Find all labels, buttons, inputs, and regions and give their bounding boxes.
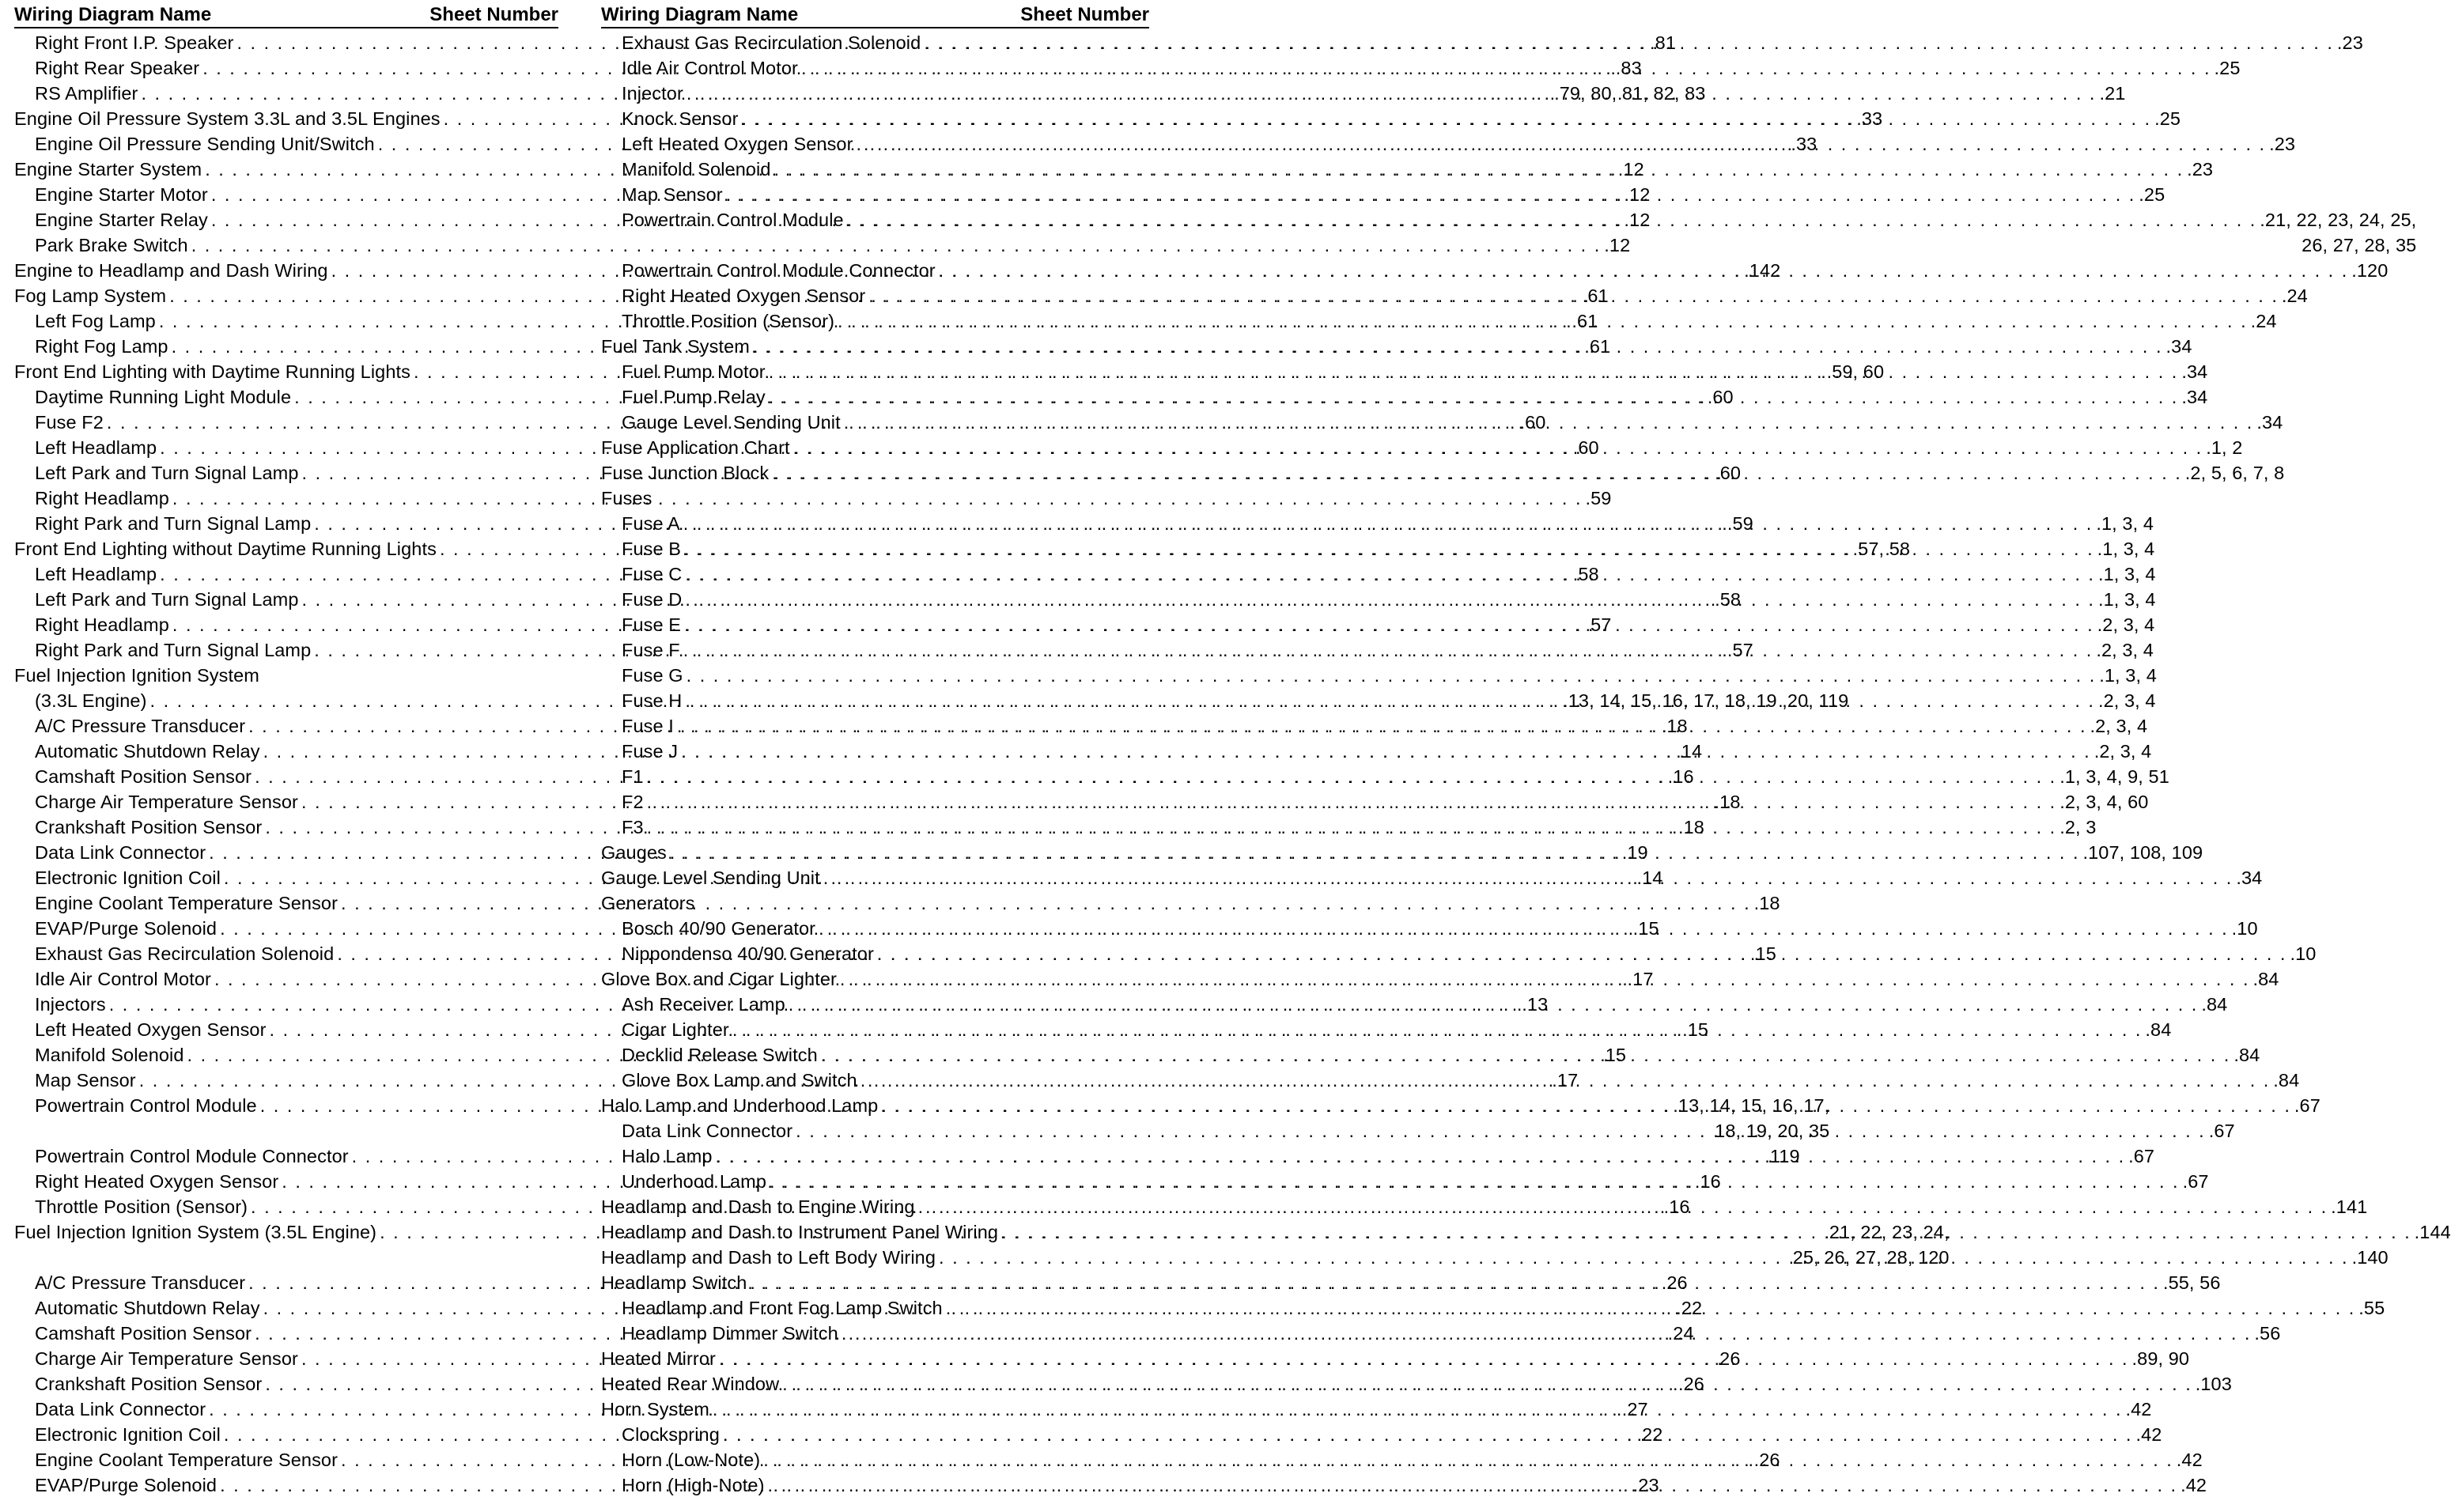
- entry-sheet-number: .60: [1715, 463, 1742, 483]
- entry-sheet-number: .61: [1582, 285, 1609, 306]
- entry-sheet-number: .18: [1714, 792, 1741, 812]
- entry-sheet-number: .57, 58: [1852, 539, 1911, 559]
- entry-sheet-number: .1, 3, 4: [2099, 665, 2157, 686]
- dot-leader: [946, 1295, 2356, 1321]
- entry-name: Horn System: [601, 1399, 709, 1419]
- entry-name: F3: [622, 817, 644, 837]
- entry-name: Charge Air Temperature Sensor: [35, 792, 298, 812]
- entry-sheet-number: .24: [1667, 1323, 1694, 1344]
- entry-name: Charge Air Temperature Sensor: [35, 1348, 298, 1369]
- entry-sheet-number: .120: [2351, 260, 2389, 281]
- entry-name: Gauge Level Sending Unit: [601, 868, 820, 888]
- entry-name: F2: [622, 792, 644, 812]
- index-entry: [601, 663, 2157, 688]
- index-entry: [601, 207, 2417, 258]
- entry-name: Powertrain Control Module Connector: [35, 1146, 349, 1166]
- dot-leader: [801, 55, 2211, 81]
- entry-name: Right Park and Turn Signal Lamp: [35, 513, 312, 534]
- entry-sheet-number: .10: [2290, 943, 2317, 964]
- entry-sheet-number: .23: [2336, 32, 2363, 53]
- entry-name: Exhaust Gas Recirculation Solenoid: [35, 943, 335, 964]
- entry-sheet-number: .42: [2135, 1424, 2162, 1445]
- entry-name: Headlamp and Dash to Engine Wiring: [601, 1196, 915, 1217]
- column-header: [14, 3, 558, 28]
- entry-name: Fuel Tank System: [601, 336, 750, 357]
- entry-name: Fuse F: [622, 640, 680, 660]
- entry-sheet-number: .42: [2181, 1475, 2207, 1495]
- entry-sheet-number: .67: [2294, 1095, 2321, 1116]
- entry-name: A/C Pressure Transducer: [35, 716, 246, 736]
- dot-leader: [939, 1245, 2349, 1270]
- entry-sheet-number: .55, 56: [2162, 1272, 2221, 1293]
- entry-sheet-number: .18: [1753, 893, 1780, 913]
- entry-name: Right Front I.P. Speaker: [35, 32, 234, 53]
- entry-sheet-number: .84: [2201, 994, 2228, 1015]
- entry-name: Fog Lamp System: [14, 285, 167, 306]
- dot-leader: [647, 815, 2057, 840]
- entry-name: Bosch 40/90 Generator: [622, 918, 816, 939]
- entry-name: Fuel Injection Ignition System (3.5L Engine): [14, 1222, 377, 1242]
- entry-sheet-number: .26: [1677, 1374, 1704, 1394]
- entry-name: Heated Rear Window: [601, 1374, 780, 1394]
- dot-leader: [918, 1194, 2328, 1219]
- entry-name: Glove Box Lamp and Switch: [622, 1070, 857, 1091]
- entry-name: Headlamp and Front Fog Lamp Switch: [622, 1298, 943, 1318]
- entry-sheet-number: .79, 80, 81, 82, 83: [1554, 83, 1706, 104]
- header-sheet-label: Sheet Number: [429, 4, 558, 25]
- dot-leader: [793, 435, 2203, 460]
- entry-name: Crankshaft Position Sensor: [35, 1374, 263, 1394]
- entry-sheet-number: .34: [2181, 361, 2208, 382]
- entry-sheet-number: .14: [1636, 868, 1663, 888]
- entry-name: Halo Lamp: [622, 1146, 713, 1166]
- entry-sheet-number: .25: [2214, 58, 2241, 78]
- dot-leader: [685, 587, 2095, 612]
- entry-sheet-number: .12: [1624, 184, 1651, 205]
- entry-name: Fuse Junction Block: [601, 463, 770, 483]
- entry-name: Camshaft Position Sensor: [35, 766, 252, 787]
- entry-name: Right Headlamp: [35, 488, 169, 508]
- dot-leader: [742, 106, 2152, 131]
- entry-name: Left Headlamp: [35, 564, 157, 584]
- dot-leader: [821, 1042, 2231, 1068]
- entry-name: Headlamp and Dash to Instrument Panel Wiring: [601, 1222, 999, 1242]
- entry-name: Headlamp Switch: [601, 1272, 747, 1293]
- entry-sheet-number: .23: [2269, 134, 2296, 154]
- dot-leader: [772, 460, 2182, 486]
- entry-sheet-number: .2, 3, 4, 60: [2060, 792, 2149, 812]
- entry-name: Engine Starter Motor: [35, 184, 208, 205]
- dot-leader: [723, 1422, 2133, 1447]
- entry-sheet-number: .13: [1522, 994, 1549, 1015]
- entry-name: Right Headlamp: [35, 614, 169, 635]
- dot-leader: [685, 561, 2095, 587]
- entry-name: Data Link Connector: [35, 842, 206, 863]
- entry-sheet-number: .15: [1632, 918, 1659, 939]
- entry-sheet-number: .119: [1764, 1146, 1800, 1166]
- entry-sheet-number: .2, 3, 4: [2097, 690, 2156, 711]
- entry-sheet-number: .2, 3: [2060, 817, 2097, 837]
- entry-sheet-number: .21, 22, 23, 24,: [1824, 1222, 1950, 1242]
- entry-sheet-number: .18: [1677, 817, 1704, 837]
- entry-sheet-number: .60: [1707, 387, 1734, 407]
- entry-name: Right Heated Oxygen Sensor: [622, 285, 866, 306]
- entry-sheet-number: .15: [1749, 943, 1776, 964]
- entry-name: Fuse C: [622, 564, 683, 584]
- entry-name: Glove Box and Cigar Lighter: [601, 969, 837, 989]
- entry-sheet-number: .1, 3, 4: [2096, 513, 2154, 534]
- entry-name: Generators: [601, 893, 695, 913]
- dot-leader: [924, 30, 2334, 55]
- dot-leader: [840, 966, 2250, 992]
- entry-name: RS Amplifier: [35, 83, 138, 104]
- entry-sheet-number: .1, 2: [2206, 437, 2243, 458]
- entry-sheet-number: .26: [1753, 1450, 1780, 1470]
- entry-name: Heated Mirror: [601, 1348, 716, 1369]
- entry-sheet-number: .15: [1682, 1019, 1709, 1040]
- dot-leader: [868, 283, 2279, 308]
- entry-name: Map Sensor: [622, 184, 723, 205]
- entry-sheet-number: .33: [1791, 134, 1817, 154]
- entry-sheet-number: .23: [2187, 159, 2214, 180]
- entry-name: Right Park and Turn Signal Lamp: [35, 640, 312, 660]
- entry-sheet-number: .2, 3, 4: [2097, 614, 2155, 635]
- header-name-label: Wiring Diagram Name: [601, 4, 799, 25]
- entry-name: Fuel Injection Ignition System: [14, 665, 259, 686]
- index-entry: [601, 486, 1149, 511]
- entry-sheet-number: .24: [2250, 311, 2277, 331]
- dot-leader: [838, 308, 2248, 334]
- entry-name: Horn (High-Note): [622, 1475, 765, 1495]
- entry-sheet-number-continued: 25, 26, 27, 28, 120: [1792, 1247, 1950, 1268]
- entry-sheet-number: .34: [2181, 387, 2208, 407]
- entry-sheet-number: .16: [1663, 1196, 1690, 1217]
- entry-sheet-number: .16: [1694, 1171, 1721, 1192]
- dot-leader: [684, 612, 2094, 637]
- entry-sheet-number: .21, 22, 23, 24, 25,: [2260, 210, 2417, 230]
- entry-name: Idle Air Control Motor: [622, 58, 798, 78]
- entry-sheet-number: .67: [2182, 1171, 2209, 1192]
- dot-leader: [1001, 1219, 2411, 1245]
- entry-name: Knock Sensor: [622, 108, 739, 129]
- entry-name: Front End Lighting with Daytime Running Lights: [14, 361, 410, 382]
- entry-sheet-number: .142: [1744, 260, 1781, 281]
- entry-name: Camshaft Position Sensor: [35, 1323, 252, 1344]
- dot-leader: [681, 739, 2091, 764]
- dot-leader: [687, 663, 2097, 688]
- dot-leader: [857, 131, 2267, 157]
- dot-leader: [842, 1321, 2252, 1346]
- dot-leader: [939, 258, 2349, 283]
- entry-sheet-number: .34: [2165, 336, 2192, 357]
- entry-sheet-number: .61: [1572, 311, 1598, 331]
- entry-sheet-number: .25: [2154, 108, 2181, 129]
- entry-name: Daytime Running Light Module: [35, 387, 292, 407]
- dot-leader: [687, 81, 2097, 106]
- index-entry: [14, 663, 558, 688]
- dot-leader: [677, 713, 2087, 739]
- entry-name: Idle Air Control Motor: [35, 969, 211, 989]
- dot-leader: [789, 992, 2199, 1017]
- entry-sheet-number: .1, 3, 4, 9, 51: [2060, 766, 2169, 787]
- dot-leader: [647, 764, 2057, 789]
- entry-sheet-number: .13, 14, 15, 16, 17, 18, 19 ,20, 119: [1563, 690, 1849, 711]
- entry-sheet-number: .22: [1636, 1424, 1663, 1445]
- entry-sheet-number: .19: [1621, 842, 1648, 863]
- entry-sheet-number: .67: [2208, 1121, 2235, 1141]
- entry-name: Fuse E: [622, 614, 682, 635]
- entry-name: Right Heated Oxygen Sensor: [35, 1171, 279, 1192]
- entry-sheet-number: .22: [1676, 1298, 1703, 1318]
- entry-sheet-number: .81: [1650, 32, 1677, 53]
- entry-sheet-number: .58: [1572, 564, 1599, 584]
- entry-sheet-number: .57: [1585, 614, 1612, 635]
- entry-name: Horn (Low-Note): [622, 1450, 761, 1470]
- dot-leader: [860, 1068, 2271, 1093]
- entry-sheet-number: .144: [2414, 1222, 2451, 1242]
- dot-leader: [769, 359, 2179, 384]
- dot-leader: [750, 1270, 2160, 1295]
- entry-name: Manifold Solenoid: [622, 159, 771, 180]
- entry-sheet-number: .33: [1856, 108, 1883, 129]
- entry-sheet-number: .57: [1727, 640, 1753, 660]
- entry-name: Data Link Connector: [622, 1121, 793, 1141]
- entry-sheet-number: .42: [2125, 1399, 2152, 1419]
- entry-name: Left Park and Turn Signal Lamp: [35, 463, 299, 483]
- entry-name: F1: [622, 766, 644, 787]
- entry-sheet-number: .1, 3, 4: [2097, 564, 2156, 584]
- entry-name: Left Heated Oxygen Sensor: [35, 1019, 267, 1040]
- entry-name: Powertrain Control Module: [622, 210, 844, 230]
- entry-name: Fuse J: [622, 741, 679, 762]
- entry-sheet-number: .55: [2358, 1298, 2385, 1318]
- entry-sheet-number: .23: [1632, 1475, 1659, 1495]
- header-name-label: Wiring Diagram Name: [14, 4, 212, 25]
- entry-sheet-number: .59: [1727, 513, 1753, 534]
- header-sheet-label: Sheet Number: [1020, 4, 1149, 25]
- entry-sheet-number: .107, 108, 109: [2082, 842, 2203, 863]
- entry-name: Right Rear Speaker: [35, 58, 200, 78]
- entry-name: Fuse H: [622, 690, 683, 711]
- entry-name: Headlamp Dimmer Switch: [622, 1323, 838, 1344]
- entry-name: Cigar Lighter: [622, 1019, 729, 1040]
- entry-name: Engine Starter Relay: [35, 210, 208, 230]
- entry-sheet-number: .60: [1519, 412, 1546, 433]
- entry-sheet-number: .2, 3, 4: [2096, 640, 2154, 660]
- entry-sheet-number: .84: [2145, 1019, 2172, 1040]
- dot-leader: [769, 384, 2179, 410]
- entry-name: (3.3L Engine): [35, 690, 147, 711]
- entry-name: Automatic Shutdown Relay: [35, 741, 260, 762]
- entry-sheet-number: .27: [1621, 1399, 1648, 1419]
- column-header: [601, 3, 1149, 28]
- entry-sheet-number: .17: [1627, 969, 1654, 989]
- entry-sheet-number: .103: [2195, 1374, 2232, 1394]
- entry-name: A/C Pressure Transducer: [35, 1272, 246, 1293]
- entry-sheet-number: .12: [1624, 210, 1651, 230]
- entry-name: Left Heated Oxygen Sensor: [622, 134, 853, 154]
- dot-leader: [685, 688, 2095, 713]
- entry-name: EVAP/Purge Solenoid: [35, 1475, 217, 1495]
- entry-name: Engine Oil Pressure System 3.3L and 3.5L Engines: [14, 108, 441, 129]
- dot-leader: [753, 334, 2163, 359]
- entry-name: Crankshaft Position Sensor: [35, 817, 263, 837]
- entry-name: Throttle Position (Sensor): [35, 1196, 248, 1217]
- entry-sheet-number: .26: [1661, 1272, 1688, 1293]
- entry-sheet-number-continued: 26, 27, 28, 35: [2302, 235, 2417, 255]
- entry-sheet-number: .15: [1600, 1045, 1627, 1065]
- entry-name: Data Link Connector: [35, 1399, 206, 1419]
- entry-sheet-number: .2, 5, 6, 7, 8: [2184, 463, 2285, 483]
- entry-name: Engine Coolant Temperature Sensor: [35, 1450, 339, 1470]
- dot-leader: [877, 941, 2287, 966]
- entry-name: Exhaust Gas Recirculation Solenoid: [622, 32, 921, 53]
- entry-name: Fuses: [601, 488, 652, 508]
- entry-name: Fuel Pump Relay: [622, 387, 766, 407]
- entry-name: Left Fog Lamp: [35, 311, 156, 331]
- dot-leader: [823, 865, 2234, 890]
- dot-leader: [770, 1169, 2180, 1194]
- entry-sheet-number: .1, 3, 4: [2097, 539, 2155, 559]
- entry-sheet-number: .89, 90: [2131, 1348, 2190, 1369]
- entry-name: Powertrain Control Module: [35, 1095, 257, 1116]
- entry-sheet-number: .83: [1615, 58, 1642, 78]
- entry-sheet-number: .84: [2252, 969, 2279, 989]
- entry-name: Throttle Position (Sensor): [622, 311, 835, 331]
- entry-sheet-number: .16: [1667, 766, 1694, 787]
- entry-sheet-number-continued: 18, 19, 20, 35: [1715, 1121, 1830, 1141]
- entry-name: Left Headlamp: [35, 437, 157, 458]
- entry-name: Electronic Ignition Coil: [35, 868, 221, 888]
- dot-leader: [647, 789, 2057, 815]
- dot-leader: [844, 410, 2254, 435]
- entry-name: Front End Lighting without Daytime Running Lights: [14, 539, 437, 559]
- entry-sheet-number: .25: [2139, 184, 2165, 205]
- dot-leader: [796, 1118, 2206, 1143]
- dot-leader: [881, 1093, 2291, 1118]
- entry-sheet-number: .1, 3, 4: [2097, 589, 2156, 610]
- dot-leader: [683, 511, 2094, 536]
- entry-sheet-number: .34: [2236, 868, 2263, 888]
- entry-name: Fuse F2: [35, 412, 104, 433]
- entry-sheet-number: .2, 3, 4: [2090, 716, 2148, 736]
- entry-sheet-number: .61: [1584, 336, 1611, 357]
- entry-name: Underhood Lamp: [622, 1171, 766, 1192]
- entry-name: Fuse D: [622, 589, 683, 610]
- index-entry: [14, 232, 1631, 258]
- entry-sheet-number: .14: [1676, 741, 1703, 762]
- entry-sheet-number: .67: [2128, 1146, 2155, 1166]
- entry-name: Engine Oil Pressure Sending Unit/Switch: [35, 134, 375, 154]
- entry-sheet-number: .2, 3, 4: [2094, 741, 2152, 762]
- dot-leader: [683, 637, 2094, 663]
- dot-leader: [819, 916, 2229, 941]
- dot-leader: [782, 1371, 2192, 1397]
- entry-sheet-number: .58: [1715, 589, 1742, 610]
- entry-sheet-number: .24: [2281, 285, 2308, 306]
- entry-name: Right Fog Lamp: [35, 336, 168, 357]
- entry-sheet-number: .26: [1714, 1348, 1741, 1369]
- entry-name: Left Park and Turn Signal Lamp: [35, 589, 299, 610]
- entry-name: Clockspring: [622, 1424, 720, 1445]
- dot-leader: [774, 157, 2184, 182]
- entry-name: Fuse G: [622, 665, 683, 686]
- entry-sheet-number: .18: [1661, 716, 1688, 736]
- entry-name: EVAP/Purge Solenoid: [35, 918, 217, 939]
- entry-name: Halo Lamp and Underhood Lamp: [601, 1095, 879, 1116]
- entry-sheet-number: .12: [1604, 235, 1631, 255]
- entry-name: Engine Starter System: [14, 159, 202, 180]
- entry-name: Injector: [622, 83, 683, 104]
- dot-leader: [768, 1472, 2178, 1498]
- entry-name: Nippondenso 40/90 Generator: [622, 943, 874, 964]
- entry-sheet-number: .84: [2234, 1045, 2260, 1065]
- entry-sheet-number: .21: [2099, 83, 2126, 104]
- dot-leader: [670, 840, 2080, 865]
- dot-leader: [726, 182, 2136, 207]
- entry-name: Gauges: [601, 842, 667, 863]
- entry-name: Engine Coolant Temperature Sensor: [35, 893, 339, 913]
- dot-leader: [716, 1143, 2126, 1169]
- entry-name: Park Brake Switch: [35, 235, 188, 255]
- dot-leader: [847, 207, 2257, 232]
- entry-sheet-number: .60: [1572, 437, 1599, 458]
- entry-name: Fuse Application Chart: [601, 437, 790, 458]
- entry-name: Fuse A: [622, 513, 680, 534]
- entry-sheet-number: .34: [2256, 412, 2283, 433]
- dot-leader: [732, 1017, 2143, 1042]
- entry-sheet-number: .56: [2254, 1323, 2281, 1344]
- index-entry: [601, 890, 1149, 916]
- entry-name: Map Sensor: [35, 1070, 136, 1091]
- entry-name: Automatic Shutdown Relay: [35, 1298, 260, 1318]
- entry-name: Injectors: [35, 994, 106, 1015]
- entry-sheet-number: .17: [1552, 1070, 1579, 1091]
- entry-name: Gauge Level Sending Unit: [622, 412, 841, 433]
- entry-name: Manifold Solenoid: [35, 1045, 184, 1065]
- entry-name: Decklid Release Switch: [622, 1045, 818, 1065]
- dot-leader: [684, 536, 2094, 561]
- entry-sheet-number: .10: [2231, 918, 2258, 939]
- entry-sheet-number: .141: [2331, 1196, 2368, 1217]
- entry-name: Ash Receiver Lamp: [622, 994, 785, 1015]
- entry-sheet-number: .12: [1617, 159, 1644, 180]
- entry-sheet-number: .140: [2351, 1247, 2389, 1268]
- dot-leader: [713, 1397, 2123, 1422]
- entry-sheet-number: .59: [1585, 488, 1612, 508]
- entry-name: Fuse I: [622, 716, 674, 736]
- dot-leader: [719, 1346, 2129, 1371]
- entry-name: Fuel Pump Motor: [622, 361, 766, 382]
- dot-leader: [763, 1447, 2173, 1472]
- entry-name: Fuse B: [622, 539, 682, 559]
- entry-name: Headlamp and Dash to Left Body Wiring: [601, 1247, 936, 1268]
- entry-sheet-number: .59, 60: [1826, 361, 1885, 382]
- entry-sheet-number: .84: [2273, 1070, 2300, 1091]
- entry-name: Powertrain Control Module Connector: [622, 260, 936, 281]
- entry-sheet-number: .13, 14, 15, 16, 17,: [1673, 1095, 1830, 1116]
- entry-sheet-number: .42: [2176, 1450, 2203, 1470]
- entry-name: Electronic Ignition Coil: [35, 1424, 221, 1445]
- entry-name: Engine to Headlamp and Dash Wiring: [14, 260, 328, 281]
